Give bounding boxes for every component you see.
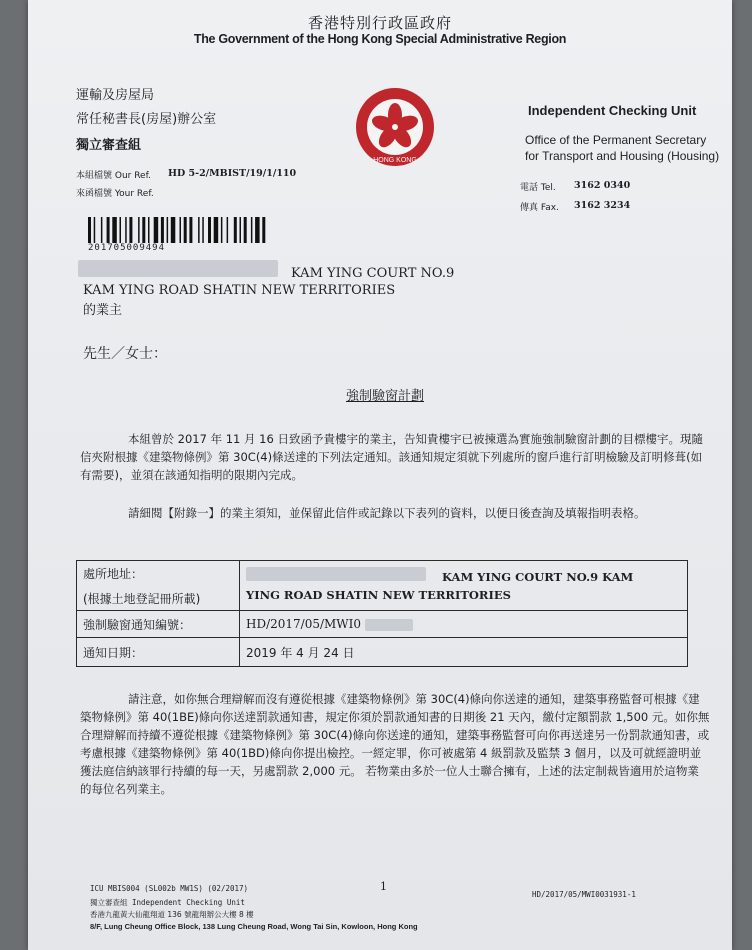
notice-details-table — [76, 560, 688, 667]
table-row — [77, 611, 688, 638]
address-value-cell — [240, 561, 688, 611]
emblem-text: HONG KONG — [373, 157, 417, 164]
fax-value: 3162 3234 — [574, 200, 631, 211]
barcode — [88, 217, 300, 243]
unit-en: Independent Checking Unit — [528, 103, 697, 118]
footer-address-zh: 香港九龍黃大仙龍翔道 136 號龍翔辦公大樓 8 樓 — [90, 910, 254, 919]
address-line2: KAM YING ROAD SHATIN NEW TERRITORIES — [83, 283, 396, 298]
redacted-block — [246, 567, 426, 581]
redacted-block — [365, 619, 413, 631]
barcode-number: 201705009494 — [88, 243, 166, 253]
address-label-2: (根據土地登記冊所載) — [83, 591, 201, 606]
subject-heading: 強制驗窗計劃 — [346, 389, 425, 404]
notice-date-label: 通知日期： — [77, 638, 240, 667]
dept-zh-line2: 常任秘書長(房屋)辦公室 — [76, 112, 217, 127]
footer-form-code: ICU MBIS004 (SL002b MW1S) (02/2017) — [90, 884, 249, 893]
our-ref-value: HD 5-2/MBIST/19/1/110 — [168, 168, 297, 179]
address-value-1: KAM YING COURT NO.9 KAM — [442, 569, 634, 584]
notice-no-value: HD/2017/05/MWI0 — [246, 617, 362, 631]
tel-value: 3162 0340 — [574, 180, 631, 191]
office-en-line1: Office of the Permanent Secretary — [525, 133, 707, 147]
notice-no-cell — [240, 611, 688, 638]
dept-zh-line1: 運輸及房屋局 — [76, 88, 155, 103]
paragraph-penalty: 請注意，如你無合理辯解而沒有遵從根據《建築物條例》第 30C(4)條向你送達的通知，建築事務監督可根據《建築物條例》第 40(1BE)條向你送達罰款通知書，規定你須於罰款通知書的日期後 21 天內，繳付定額罰款 1,500 元。如你無合理辯解而持續不遵從根據《建築物條例》第 30C(4)條向你送達的通知，建築事務監督可向你再送達另一份罰款通知書，或考慮根據《建築物條例》第 40(1BD)條向你提出檢控。一經定罪，你可被處第 4 級罰款及監禁 3 個月，以及可就經證明並獲法庭信納該罪行持續的每一天，另處罰款 2,000 元。 若物業由多於一位人士聯合擁有，上述的法定制裁皆適用於這物業的每位名列業主。 — [80, 692, 710, 796]
footer-address-en: 8/F, Lung Cheung Office Block, 138 Lung Cheung Road, Wong Tai Sin, Kowloon, Hong Kong — [90, 922, 418, 931]
page-number: 1 — [380, 880, 387, 893]
notice-date-value: 2019 年 4 月 24 日 — [240, 638, 688, 667]
table-row — [77, 561, 688, 611]
notice-no-label: 強制驗窗通知編號： — [77, 611, 240, 638]
redacted-block — [78, 260, 278, 277]
our-ref-label: 本組檔號 Our Ref. — [76, 171, 151, 181]
fax-label: 傳真 Fax. — [520, 203, 559, 213]
gov-name-zh: 香港特別行政區政府 — [307, 14, 452, 32]
tel-label: 電話 Tel. — [520, 183, 556, 193]
hksar-emblem-icon — [354, 86, 436, 168]
paragraph-intro: 本組曾於 2017 年 11 月 16 日致函予貴樓宇的業主，告知貴樓宇已被揀選為實施強制驗窗計劃的目標樓宇。現隨信夾附根據《建築物條例》第 30C(4)條送達的下列法定通知。該通知規定須就下列處所的窗戶進行訂明檢驗及訂明修葺(如有需要)，並須在該通知指明的限期內完成。 — [80, 432, 703, 482]
address-label-cell — [77, 561, 240, 611]
table-row — [77, 638, 688, 667]
footer-doc-ref: HD/2017/05/MWI0031931-1 — [532, 890, 636, 899]
address-line3: 的業主 — [83, 303, 123, 318]
footer-unit: 獨立審查組 Independent Checking Unit — [90, 898, 245, 907]
office-en-line2: for Transport and Housing (Housing) — [525, 149, 720, 163]
your-ref-label: 來函檔號 Your Ref. — [76, 189, 154, 199]
address-line1: KAM YING COURT NO.9 — [291, 266, 455, 281]
letter-page — [28, 0, 732, 950]
gov-name-en: The Government of the Hong Kong Special Administrative Region — [193, 32, 567, 46]
address-label-1: 處所地址： — [83, 566, 144, 581]
salutation: 先生／女士： — [83, 346, 167, 362]
paragraph-annex: 請細閱【附錄一】的業主須知，並保留此信件或記錄以下表列的資料，以便日後查詢及填報指明表格。 — [128, 506, 646, 520]
address-value-2: YING ROAD SHATIN NEW TERRITORIES — [246, 587, 511, 602]
unit-zh: 獨立審查組 — [76, 138, 142, 153]
